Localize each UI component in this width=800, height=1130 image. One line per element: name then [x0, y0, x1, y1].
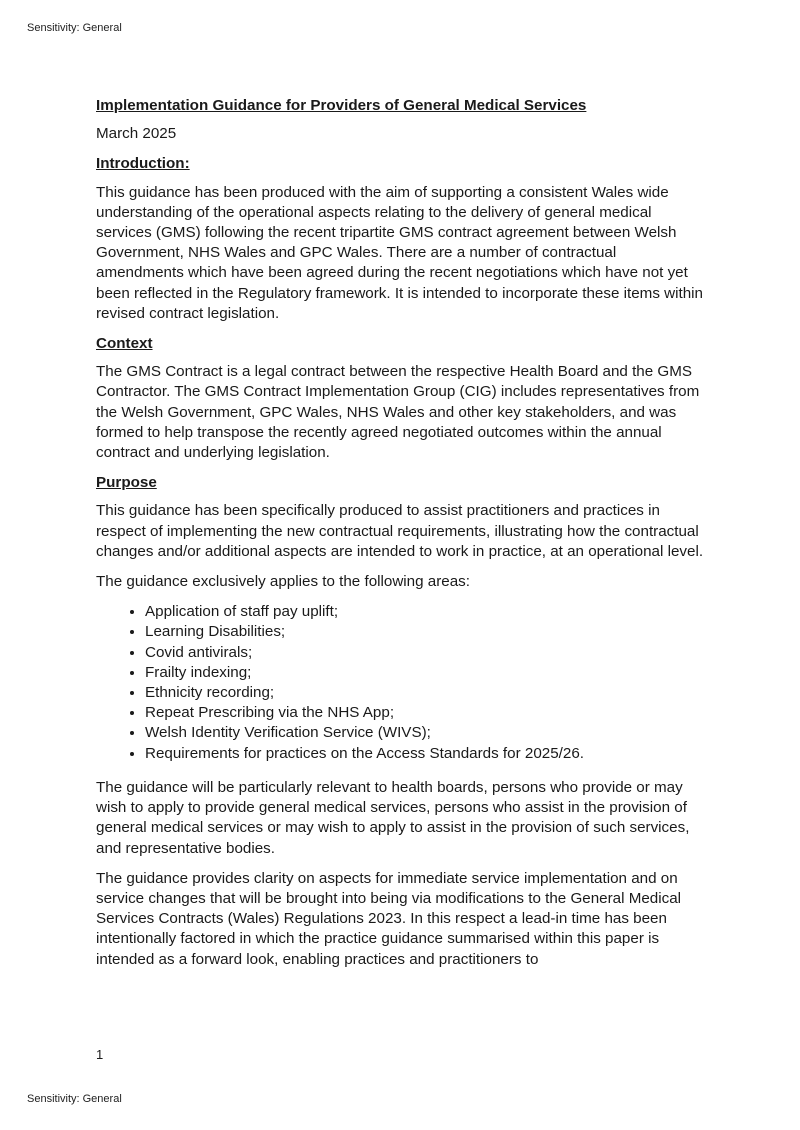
areas-list [96, 602, 708, 764]
purpose-text-2: The guidance exclusively applies to the following areas: [96, 573, 470, 591]
list-item: • Requirements for practices on the Access Standards for 2025/26. [145, 744, 708, 764]
introduction-heading: Introduction: [96, 155, 190, 173]
sensitivity-label-bottom: Sensitivity: General [27, 1093, 122, 1105]
document-title: Implementation Guidance for Providers of General Medical Services [96, 97, 587, 114]
context-text: The GMS Contract is a legal contract between the respective Health Board and the GMS Contractor. The GMS Contract Implementation Group (CIG) includes representatives from the Welsh Government, GPC Wales, NHS Wales and other key stakeholders, and was formed to help transpose the recently agreed negotiated outcomes within the annual contract and underlying legislation. [96, 363, 700, 462]
document-date: March 2025 [96, 125, 177, 143]
list-item: • Application of staff pay uplift; [145, 602, 708, 622]
list-item: • Ethnicity recording; [145, 683, 708, 703]
purpose-text-1: This guidance has been specifically produced to assist practitioners and practices in respect of implementing the new contractual requirements, illustrating how the contractual changes and/or additional aspects are intended to work in practice, at an operational level. [96, 502, 704, 560]
list-item: • Frailty indexing; [145, 663, 708, 683]
context-heading: Context [96, 335, 153, 353]
purpose-text-3: The guidance will be particularly relevant to health boards, persons who provide or may wish to apply to provide general medical services, persons who assist in the provision of general medical services or may wish to apply to assist in the provision of such services, and representative bodies. [96, 778, 690, 857]
purpose-text-4: The guidance provides clarity on aspects for immediate service implementation and on service changes that will be brought into being via modifications to the General Medical Services Contracts (Wales) Regulations 2023. In this respect a lead-in time has been intentionally factored in which the practice guidance summarised within this paper is intended as a forward look, enabling practices and practitioners to [96, 869, 682, 968]
list-item: • Covid antivirals; [145, 643, 708, 663]
list-item: • Repeat Prescribing via the NHS App; [145, 703, 708, 723]
list-item: • Welsh Identity Verification Service (WIVS); [145, 723, 708, 743]
document-body [96, 96, 708, 980]
purpose-heading: Purpose [96, 474, 157, 492]
list-item: • Learning Disabilities; [145, 622, 708, 642]
sensitivity-label-top: Sensitivity: General [27, 22, 122, 34]
introduction-text: This guidance has been produced with the aim of supporting a consistent Wales wide understanding of the operational aspects relating to the delivery of general medical services (GMS) following the recent tripartite GMS contract agreement between Welsh Government, NHS Wales and GPC Wales. There are a number of contractual amendments which have been agreed during the recent negotiations which have not yet been reflected in the Regulatory framework. It is intended to incorporate these items within revised contract legislation. [96, 183, 703, 322]
page-number: 1 [96, 1047, 104, 1062]
